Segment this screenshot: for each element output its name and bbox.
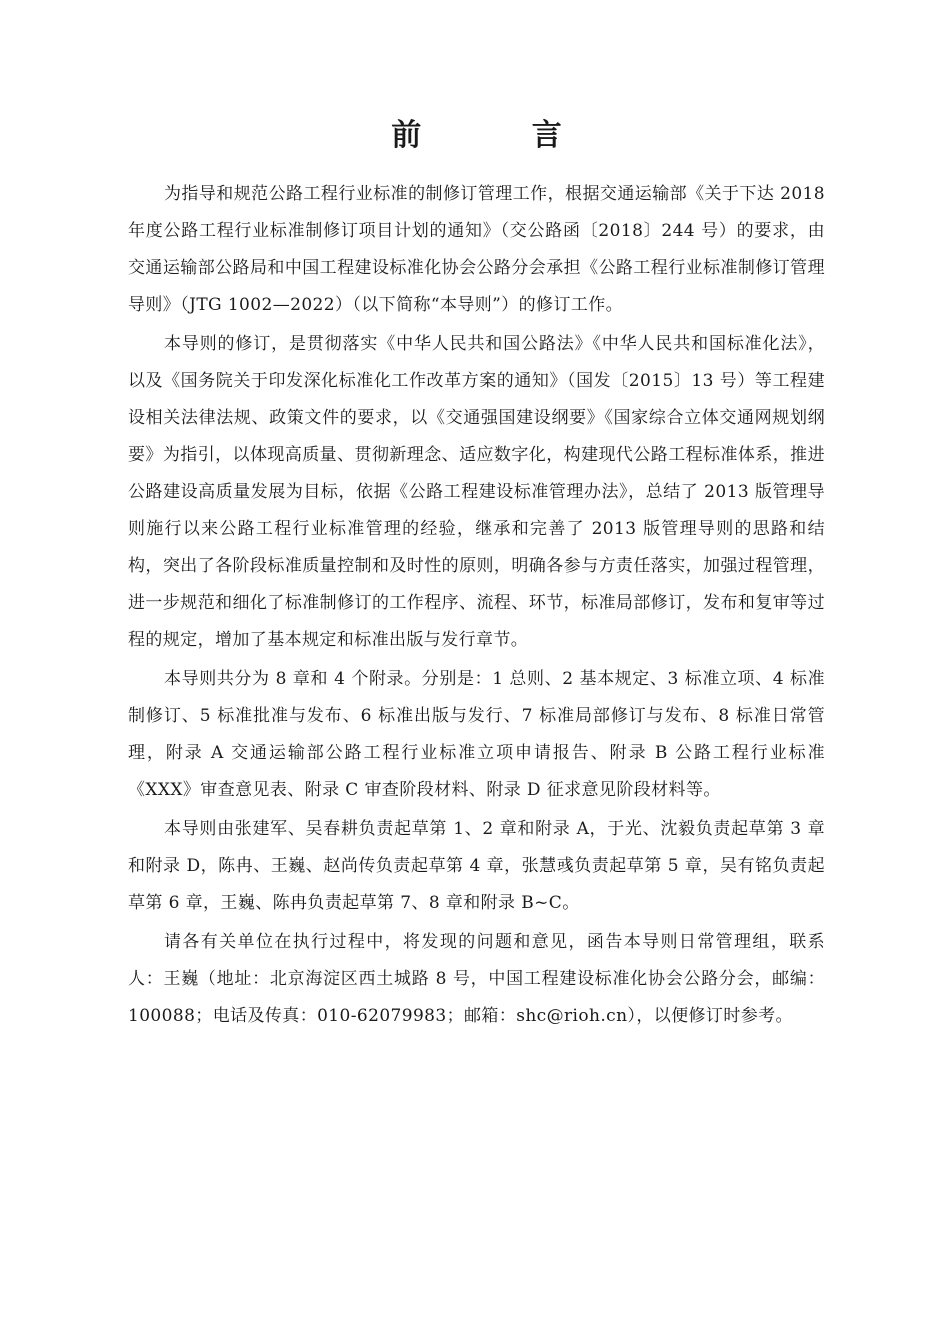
paragraph-structure: 本导则共分为 8 章和 4 个附录。分别是：1 总则、2 基本规定、3 标准立项、4 标准制修订、5 标准批准与发布、6 标准出版与发行、7 标准局部修订与发布、8 标准日常管理，附录 A 交通运输部公路工程行业标准立项申请报告、附录 B 公路工程行业标准《XXX》审查意见表、附录 C 审查阶段材料、附录 D 征求意见阶段材料等。 — [128, 669, 825, 800]
paragraph-revision-basis: 本导则的修订，是贯彻落实《中华人民共和国公路法》《中华人民共和国标准化法》，以及《国务院关于印发深化标准化工作改革方案的通知》（国发〔2015〕13 号）等工程建设相关法律法规、政策文件的要求，以《交通强国建设纲要》《国家综合立体交通网规划纲要》为指引，以体现高质量、贯彻新理念、适应数字化，构建现代公路工程标准体系，推进公路建设高质量发展为目标，依据《公路工程建设标准管理办法》，总结了 2013 版管理导则施行以来公路工程行业标准管理的经验，继承和完善了 2013 版管理导则的思路和结构，突出了各阶段标准质量控制和及时性的原则，明确各参与方责任落实，加强过程管理，进一步规范和细化了标准制修订的工作程序、流程、环节，标准局部修订，发布和复审等过程的规定，增加了基本规定和标准出版与发行章节。 — [128, 334, 825, 650]
paragraph-purpose: 为指导和规范公路工程行业标准的制修订管理工作，根据交通运输部《关于下达 2018 年度公路工程行业标准制修订项目计划的通知》（交公路函〔2018〕244 号）的要求，由交通运输部公路局和中国工程建设标准化协会公路分会承担《公路工程行业标准制修订管理导则》（JTG 1002—2022）（以下简称“本导则”）的修订工作。 — [128, 184, 825, 315]
page-title: 前 言 — [391, 118, 612, 153]
paragraph-authors: 本导则由张建军、吴春耕负责起草第 1、2 章和附录 A，于光、沈毅负责起草第 3 章和附录 D，陈冉、王巍、赵尚传负责起草第 4 章，张慧彧负责起草第 5 章，吴有铭负责起草第 6 章，王巍、陈冉负责起草第 7、8 章和附录 B~C。 — [128, 819, 825, 913]
paragraph-contact: 请各有关单位在执行过程中，将发现的问题和意见，函告本导则日常管理组，联系人：王巍（地址：北京海淀区西土城路 8 号，中国工程建设标准化协会公路分会，邮编：100088；电话及传真：010-62079983；邮箱：shc@rioh.cn），以便修订时参考。 — [128, 932, 825, 1026]
